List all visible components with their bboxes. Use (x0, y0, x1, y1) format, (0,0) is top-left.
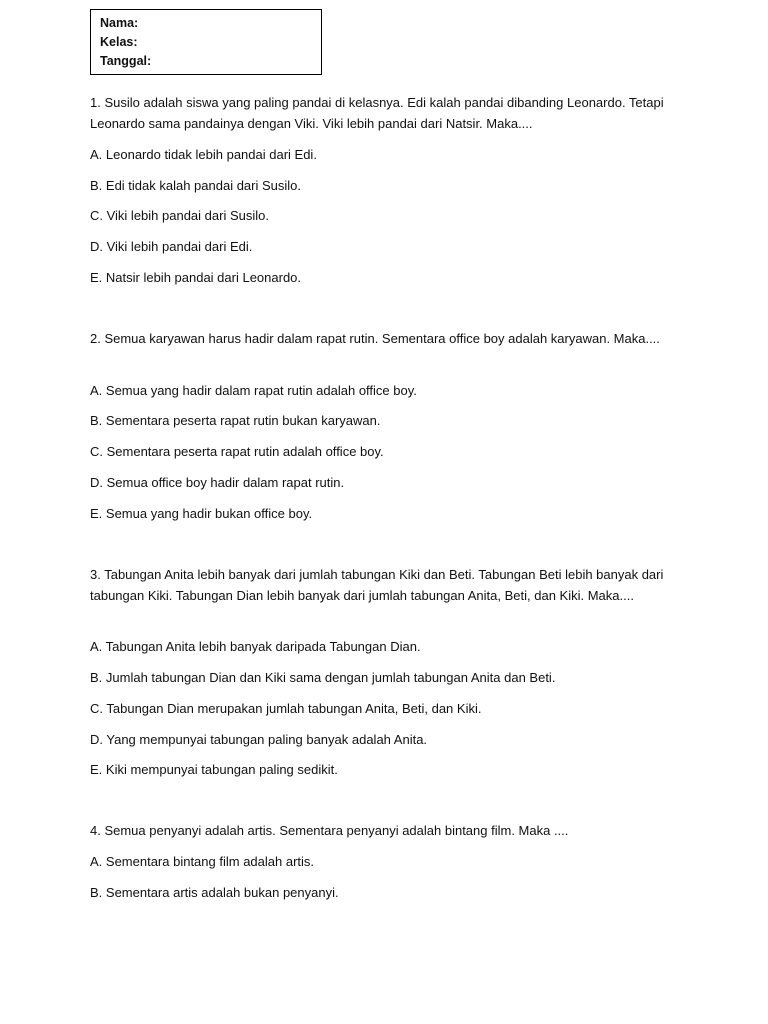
question-3-option-e: E. Kiki mempunyai tabungan paling sedikit. (90, 762, 338, 777)
question-3-text: 3. Tabungan Anita lebih banyak dari jumlah tabungan Kiki dan Beti. Tabungan Beti lebih banyak dari tabungan Kiki. Tabungan Dian lebih banyak dari jumlah tabungan Anita, Beti, dan Kiki. Maka.... (90, 567, 664, 603)
name-label: Nama: (100, 16, 139, 30)
question-1-option-b: B. Edi tidak kalah pandai dari Susilo. (90, 178, 302, 193)
question-4-text: 4. Semua penyanyi adalah artis. Sementara penyanyi adalah bintang film. Maka .... (90, 823, 569, 838)
question-4-option-b: B. Sementara artis adalah bukan penyanyi. (90, 885, 339, 900)
question-3-option-a: A. Tabungan Anita lebih banyak daripada Tabungan Dian. (90, 639, 421, 654)
question-2-option-c: C. Sementara peserta rapat rutin adalah office boy. (90, 444, 384, 459)
question-4 (90, 820, 690, 841)
question-1-text: 1. Susilo adalah siswa yang paling pandai di kelasnya. Edi kalah pandai dibanding Leonardo. Tetapi Leonardo sama pandainya dengan Viki. Viki lebih pandai dari Natsir. Maka.... (90, 95, 664, 131)
student-info-box (90, 9, 322, 75)
question-1-option-c: C. Viki lebih pandai dari Susilo. (90, 208, 269, 223)
class-label: Kelas: (100, 35, 138, 49)
date-label: Tanggal: (100, 54, 152, 68)
question-1 (90, 92, 690, 134)
question-4-option-a: A. Sementara bintang film adalah artis. (90, 854, 315, 869)
question-3-option-c: C. Tabungan Dian merupakan jumlah tabungan Anita, Beti, dan Kiki. (90, 701, 482, 716)
question-3-option-d: D. Yang mempunyai tabungan paling banyak adalah Anita. (90, 732, 428, 747)
question-3 (90, 564, 690, 606)
question-2-option-d: D. Semua office boy hadir dalam rapat rutin. (90, 475, 345, 490)
question-1-option-d: D. Viki lebih pandai dari Edi. (90, 239, 253, 254)
question-2-text: 2. Semua karyawan harus hadir dalam rapat rutin. Sementara office boy adalah karyawan. Maka.... (90, 331, 660, 346)
question-1-option-e: E. Natsir lebih pandai dari Leonardo. (90, 270, 302, 285)
question-2-option-a: A. Semua yang hadir dalam rapat rutin adalah office boy. (90, 383, 417, 398)
question-2-option-e: E. Semua yang hadir bukan office boy. (90, 506, 313, 521)
question-2-option-b: B. Sementara peserta rapat rutin bukan karyawan. (90, 413, 381, 428)
question-2 (90, 328, 690, 349)
question-3-option-b: B. Jumlah tabungan Dian dan Kiki sama dengan jumlah tabungan Anita dan Beti. (90, 670, 556, 685)
question-1-option-a: A. Leonardo tidak lebih pandai dari Edi. (90, 147, 317, 162)
